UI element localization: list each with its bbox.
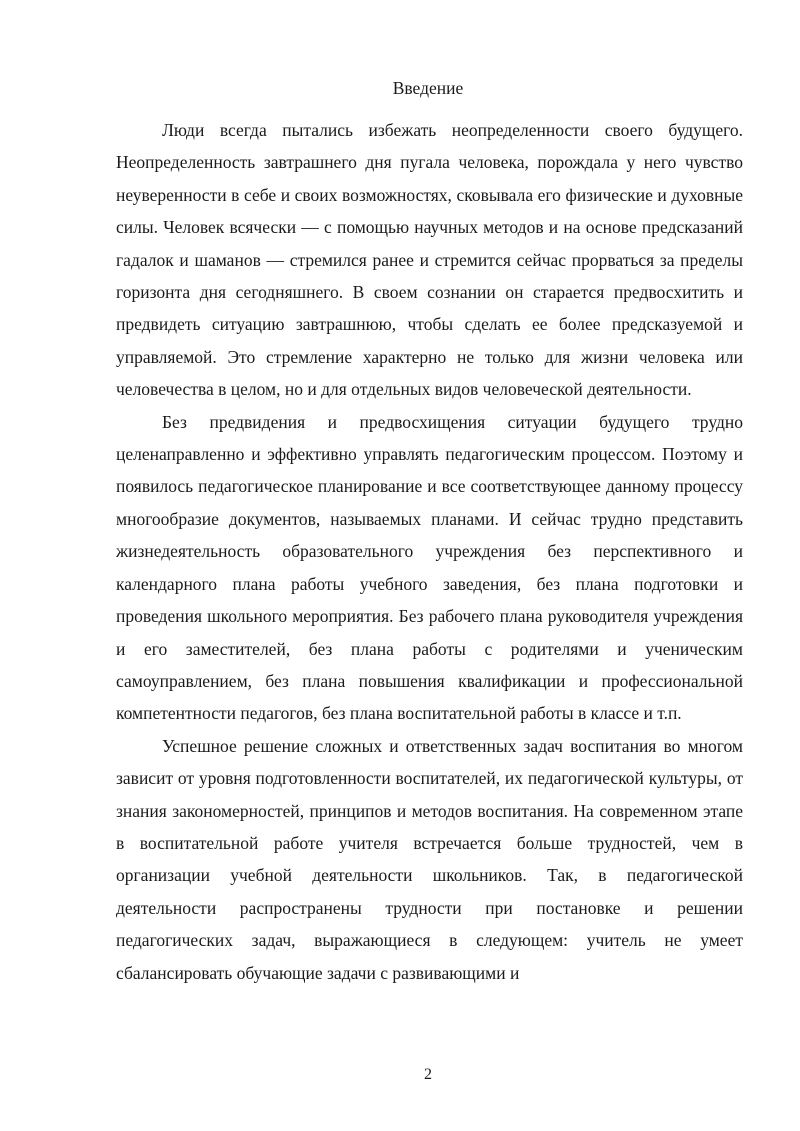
page-number: 2 <box>424 1066 432 1083</box>
paragraph-1: Люди всегда пытались избежать неопределенности своего будущего. Неопределенность завтрашнего дня пугала человека, порождала у него чувство неуверенности в себе и своих возможностях, сковывала его физические и духовные силы. Человек всячески — с помощью научных методов и на основе предсказаний гадалок и шаманов — стремился ранее и стремится сейчас прорваться за пределы горизонта дня сегодняшнего. В своем сознании он старается предвосхитить и предвидеть ситуацию завтрашнюю, чтобы сделать ее более предсказуемой и управляемой. Это стремление характерно не только для жизни человека или человечества в целом, но и для отдельных видов человеческой деятельности. <box>116 120 743 400</box>
paragraph-2: Без предвидения и предвосхищения ситуации будущего трудно целенаправленно и эффективно управлять педагогическим процессом. Поэтому и появилось педагогическое планирование и все соответствующее данному процессу многообразие документов, называемых планами. И сейчас трудно представить жизнедеятельность образовательного учреждения без перспективного и календарного плана работы учебного заведения, без плана подготовки и проведения школьного мероприятия. Без рабочего плана руководителя учреждения и его заместителей, без плана работы с родителями и ученическим самоуправлением, без плана повышения квалификации и профессиональной компетентности педагогов, без плана воспитательной работы в классе и т.п. <box>116 411 743 724</box>
paragraph-3: Успешное решение сложных и ответственных задач воспитания во многом зависит от уровня подготовленности воспитателей, их педагогической культуры, от знания закономерностей, принципов и методов воспитания. На современном этапе в воспитательной работе учителя встречается больше трудностей, чем в организации учебной деятельности школьников. Так, в педагогической деятельности распространены трудности при постановке и решении педагогических задач, выражающиеся в следующем: учитель не умеет сбалансировать обучающие задачи с развивающими и <box>116 735 743 983</box>
page-title: Введение <box>392 78 464 98</box>
document-body <box>116 114 743 989</box>
